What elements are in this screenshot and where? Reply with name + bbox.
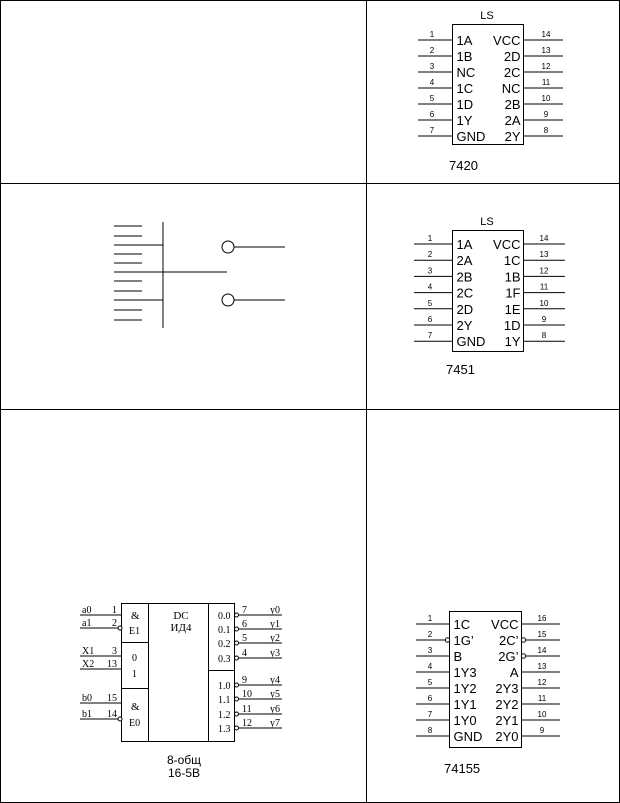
decoder-output-signal: y2 bbox=[270, 633, 280, 644]
decoder-input-signal: a0 bbox=[82, 605, 92, 616]
pin-name: 2Y bbox=[456, 318, 473, 333]
block2-digit0: 0 bbox=[132, 653, 137, 664]
decoder-input-pin: 14 bbox=[107, 709, 117, 720]
decoder-id4 bbox=[80, 603, 282, 780]
pin-number: 10 bbox=[539, 298, 549, 308]
decoder-output-signal: y0 bbox=[270, 605, 280, 616]
pin-name: 2B bbox=[504, 97, 521, 112]
pin-number: 13 bbox=[539, 250, 549, 260]
pin-name: 2B bbox=[456, 269, 473, 285]
pin-name: 2Y0 bbox=[495, 729, 519, 744]
decoder-output-pin: 10 bbox=[242, 689, 252, 700]
decoder-input-pin: 13 bbox=[107, 659, 117, 670]
inversion-bubble bbox=[235, 726, 239, 730]
pin-name: 1B bbox=[504, 269, 521, 285]
decoder-output-label: 1.3 bbox=[218, 724, 231, 735]
pin-number: 7 bbox=[429, 126, 435, 135]
chip-7451 bbox=[414, 216, 565, 377]
pin-number: 14 bbox=[537, 646, 547, 655]
block3-and: & bbox=[131, 701, 140, 713]
pin-name: 2C’ bbox=[498, 633, 519, 648]
decoder-output-pin: 4 bbox=[242, 648, 247, 659]
pin-name: 1Y1 bbox=[453, 697, 477, 712]
pin-name: 1C bbox=[503, 253, 521, 269]
pin-name: 1C bbox=[453, 617, 471, 632]
pin-name: 1F bbox=[505, 285, 521, 301]
decoder-output-signal: y4 bbox=[270, 675, 280, 686]
inversion-bubble bbox=[235, 712, 239, 716]
inversion-bubble bbox=[235, 656, 239, 660]
pin-name: 2A bbox=[456, 253, 473, 269]
pin-number: 4 bbox=[427, 662, 433, 671]
pin-number: 2 bbox=[427, 630, 433, 639]
pin-number: 9 bbox=[543, 110, 549, 119]
pin-name: 1Y bbox=[504, 334, 521, 350]
pin-name: 2C bbox=[456, 285, 474, 301]
decoder-output-signal: y7 bbox=[270, 718, 280, 729]
pin-name: 1Y bbox=[456, 113, 473, 128]
decoder-input-pin: 15 bbox=[107, 693, 117, 704]
block1-and: & bbox=[131, 610, 140, 622]
inversion-bubble bbox=[222, 241, 234, 253]
pin-name: B bbox=[453, 649, 463, 664]
pin-name: 1D bbox=[503, 318, 521, 333]
pin-number: 11 bbox=[539, 282, 549, 292]
decoder-caption-line1: 8-общ bbox=[166, 753, 202, 767]
pin-number: 14 bbox=[541, 30, 551, 39]
pin-name: 2C bbox=[503, 65, 521, 80]
pin-name: GND bbox=[453, 729, 483, 744]
pin-name: 1B bbox=[456, 49, 473, 64]
pin-number: 8 bbox=[543, 126, 549, 135]
pin-number: 8 bbox=[427, 726, 433, 735]
pin-number: 6 bbox=[427, 315, 433, 324]
pin-name: 2Y bbox=[504, 129, 521, 144]
pin-name: GND bbox=[456, 334, 486, 350]
decoder-output-pin: 9 bbox=[242, 675, 247, 686]
pin-number: 5 bbox=[427, 678, 433, 687]
pin-name: 2A bbox=[504, 113, 521, 128]
inversion-bubble bbox=[235, 697, 239, 701]
decoder-input-signal: b1 bbox=[82, 709, 92, 720]
pin-number: 6 bbox=[429, 110, 435, 119]
pin-number: 3 bbox=[429, 62, 435, 71]
pin-number: 8 bbox=[541, 331, 547, 341]
pin-number: 4 bbox=[427, 282, 433, 292]
decoder-output-label: 1.1 bbox=[218, 695, 231, 706]
pin-number: 13 bbox=[541, 46, 551, 55]
decoder-output-signal: y1 bbox=[270, 619, 280, 630]
block1-enable: E1 bbox=[129, 626, 141, 637]
pin-name: GND bbox=[456, 129, 486, 144]
pin-name: 1E bbox=[504, 301, 521, 317]
decoder-output-pin: 6 bbox=[242, 619, 247, 630]
pin-name: A bbox=[509, 665, 519, 680]
pin-number: 11 bbox=[541, 78, 551, 87]
inversion-bubble bbox=[235, 613, 239, 617]
pin-name: VCC bbox=[491, 617, 519, 632]
inversion-bubble bbox=[235, 683, 239, 687]
pin-number: 2 bbox=[427, 250, 433, 260]
pin-number: 3 bbox=[427, 266, 433, 276]
pin-name: 2Y1 bbox=[495, 713, 519, 728]
chip-7420 bbox=[418, 10, 563, 173]
inversion-bubble bbox=[222, 294, 234, 306]
gate-symbol bbox=[114, 222, 285, 328]
pin-number: 15 bbox=[537, 630, 547, 639]
pin-number: 16 bbox=[537, 614, 547, 623]
pin-name: 2D bbox=[456, 301, 474, 317]
pin-name: VCC bbox=[493, 237, 521, 252]
decoder-output-pin: 5 bbox=[242, 633, 247, 644]
pin-name: 2D bbox=[503, 49, 521, 64]
inversion-bubble bbox=[235, 627, 239, 631]
pin-name: 1Y3 bbox=[453, 665, 477, 680]
pin-name: 1Y0 bbox=[453, 713, 477, 728]
pin-number: 2 bbox=[429, 46, 435, 55]
inversion-bubble bbox=[235, 641, 239, 645]
pin-name: NC bbox=[456, 65, 476, 80]
pin-name: 1D bbox=[456, 97, 474, 112]
pin-number: 11 bbox=[537, 694, 547, 703]
decoder-subtitle: ИД4 bbox=[170, 622, 192, 634]
pin-number: 7 bbox=[427, 710, 433, 719]
pin-name: VCC bbox=[493, 33, 521, 48]
decoder-output-label: 0.0 bbox=[218, 611, 231, 622]
pin-number: 1 bbox=[427, 234, 433, 243]
pin-number: 5 bbox=[429, 94, 435, 103]
decoder-output-label: 1.2 bbox=[218, 710, 231, 721]
pin-number: 14 bbox=[539, 234, 549, 243]
decoder-output-signal: y5 bbox=[270, 689, 280, 700]
pin-number: 9 bbox=[539, 726, 545, 735]
pin-number: 1 bbox=[427, 614, 433, 623]
pin-name: 1Y2 bbox=[453, 681, 477, 696]
inversion-bubble bbox=[521, 638, 525, 642]
chip-part-number: 7420 bbox=[449, 158, 478, 173]
pin-name: 1C bbox=[456, 81, 474, 96]
chip-74155 bbox=[416, 612, 560, 777]
decoder-input-pin: 2 bbox=[112, 618, 117, 629]
decoder-input-signal: b0 bbox=[82, 693, 92, 704]
pin-number: 9 bbox=[541, 315, 547, 324]
pin-number: 6 bbox=[427, 694, 433, 703]
pin-number: 12 bbox=[539, 266, 549, 276]
decoder-caption-line2: 16-5В bbox=[167, 766, 201, 780]
decoder-output-label: 0.2 bbox=[218, 639, 231, 650]
pin-name: 1A bbox=[456, 237, 473, 252]
inversion-bubble bbox=[118, 626, 122, 630]
decoder-input-signal: a1 bbox=[82, 618, 92, 629]
decoder-input-signal: X1 bbox=[82, 646, 95, 657]
pin-number: 7 bbox=[427, 331, 433, 341]
pin-name: 2G’ bbox=[498, 649, 519, 664]
inversion-bubble bbox=[521, 654, 525, 658]
pin-name: 2Y2 bbox=[495, 697, 519, 712]
decoder-output-label: 0.1 bbox=[218, 625, 231, 636]
pin-number: 4 bbox=[429, 78, 435, 87]
pin-number: 13 bbox=[537, 662, 547, 671]
chip-header: LS bbox=[480, 216, 494, 228]
inversion-bubble bbox=[118, 717, 122, 721]
pin-name: 1A bbox=[456, 33, 473, 48]
pin-name: 1G’ bbox=[453, 633, 474, 648]
block2-digit1: 1 bbox=[132, 669, 137, 680]
pin-name: 2Y3 bbox=[495, 681, 519, 696]
decoder-title: DC bbox=[173, 610, 189, 622]
pin-number: 10 bbox=[541, 94, 551, 103]
decoder-output-label: 0.3 bbox=[218, 654, 231, 665]
decoder-input-signal: X2 bbox=[82, 659, 95, 670]
chip-part-number: 74155 bbox=[444, 761, 481, 776]
decoder-output-pin: 11 bbox=[242, 704, 252, 715]
decoder-input-pin: 3 bbox=[112, 646, 117, 657]
pin-number: 12 bbox=[537, 678, 547, 687]
chip-part-number: 7451 bbox=[446, 362, 475, 377]
pin-number: 3 bbox=[427, 646, 433, 655]
decoder-output-pin: 7 bbox=[242, 605, 247, 616]
pin-number: 1 bbox=[429, 30, 435, 39]
decoder-input-pin: 1 bbox=[112, 605, 117, 616]
decoder-output-signal: y3 bbox=[270, 648, 280, 659]
pin-number: 12 bbox=[541, 62, 551, 71]
pin-name: NC bbox=[501, 81, 521, 96]
pin-number: 10 bbox=[537, 710, 547, 719]
decoder-output-signal: y6 bbox=[270, 704, 280, 715]
chip-header: LS bbox=[480, 10, 494, 22]
decoder-output-label: 1.0 bbox=[218, 681, 231, 692]
pin-number: 5 bbox=[427, 298, 433, 308]
inversion-bubble bbox=[445, 638, 449, 642]
block3-enable: E0 bbox=[129, 718, 141, 729]
decoder-output-pin: 12 bbox=[242, 718, 252, 729]
